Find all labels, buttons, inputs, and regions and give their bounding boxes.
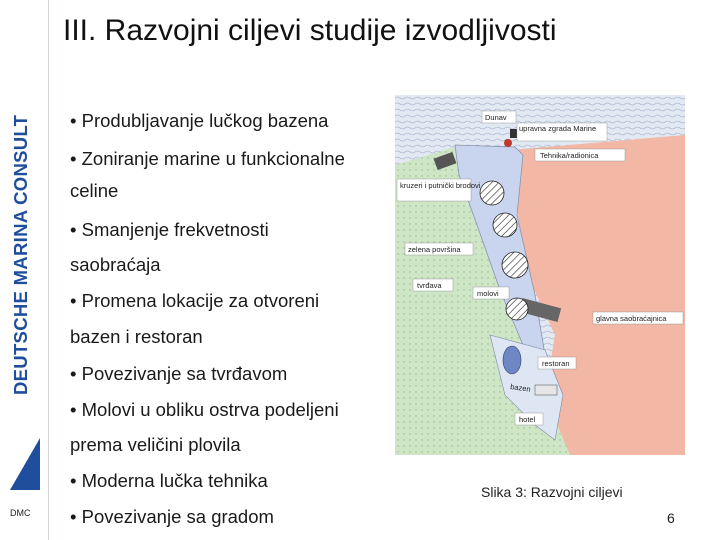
bullet-item: • Moderna lučka tehnika: [70, 470, 268, 491]
bullet-item: • Produbljavanje lučkog bazena: [70, 110, 329, 131]
map-label-molovi: molovi: [477, 289, 499, 298]
map-label-tehnika: Tehnika/radionica: [540, 151, 599, 160]
bullet-continuation: celine: [70, 180, 119, 201]
pier-island: [493, 213, 517, 237]
brand-name: DEUTSCHE MARINA CONSULT: [10, 114, 31, 395]
marker-icon: [504, 139, 512, 147]
pool-shape: [503, 346, 521, 374]
bullet-item: • Zoniranje marine u funkcionalne: [70, 148, 345, 169]
map-label-uprava: upravna zgrada Marine: [519, 124, 597, 133]
pier-island: [506, 298, 528, 320]
map-label-hotel: hotel: [519, 415, 536, 424]
bullet-item: • Smanjenje frekvetnosti: [70, 219, 269, 240]
map-label-kruzeri: kruzeri i putnički brodovi: [400, 181, 481, 190]
hotel-building: [535, 385, 557, 395]
map-label-glavna: glavna saobraćajnica: [596, 314, 667, 323]
map-label-zelena: zelena površina: [408, 245, 461, 254]
logo-text: DMC: [10, 508, 31, 518]
figure-caption: Slika 3: Razvojni ciljevi: [481, 484, 623, 500]
bullet-item: • Molovi u obliku ostrva podeljeni: [70, 399, 339, 420]
dmc-sail-logo-icon: [6, 432, 42, 494]
map-label-tvrdava: tvrđava: [417, 281, 442, 290]
map-label-bazen: bazen: [509, 382, 532, 394]
slide-title: III. Razvojni ciljevi studije izvodljivosti: [63, 14, 557, 47]
page-number: 6: [667, 510, 675, 526]
brand-sidebar: [0, 0, 49, 540]
bullet-item: • Promena lokacije za otvoreni: [70, 290, 320, 311]
bullet-continuation: prema veličini plovila: [70, 434, 241, 455]
map-label-dunav: Dunav: [485, 113, 507, 122]
pier-island: [480, 181, 504, 205]
bullet-item: • Povezivanje sa tvrđavom: [70, 363, 288, 384]
bullet-item: • Povezivanje sa gradom: [70, 506, 274, 527]
bullet-continuation: saobraćaja: [70, 254, 161, 275]
map-label-restoran: restoran: [542, 359, 570, 368]
marina-plan-map: [395, 95, 685, 455]
pier-island: [502, 252, 528, 278]
bullet-continuation: bazen i restoran: [70, 326, 203, 347]
